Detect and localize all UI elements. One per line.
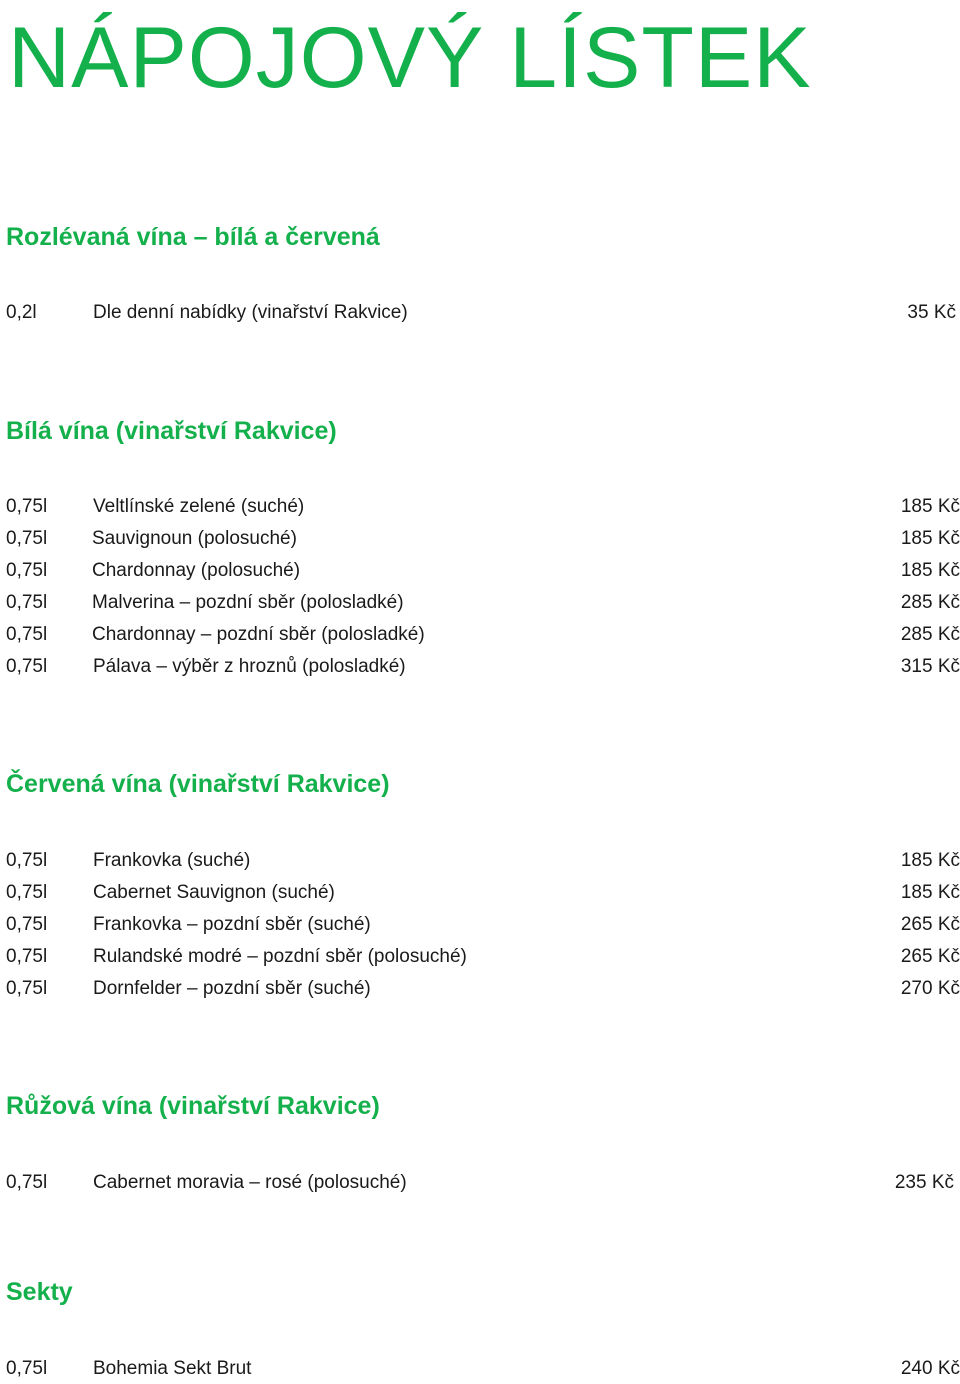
- item-volume: 0,75l: [6, 592, 48, 613]
- section-heading-sparkling-wines: Sekty: [6, 1278, 73, 1306]
- section-heading-red-wines: Červená vína (vinařství Rakvice): [6, 770, 390, 798]
- section-heading-rose-wines: Růžová vína (vinařství Rakvice): [6, 1092, 380, 1120]
- item-price: 35 Kč: [907, 302, 956, 323]
- menu-item: [0, 524, 960, 554]
- item-volume: 0,75l: [6, 496, 48, 517]
- menu-item: [0, 846, 960, 876]
- menu-item: [0, 298, 960, 328]
- item-name: Bohemia Sekt Brut: [93, 1358, 252, 1379]
- menu-item: [0, 588, 960, 618]
- item-name: Sauvignoun (polosuché): [92, 528, 297, 549]
- item-name: Frankovka (suché): [93, 850, 251, 871]
- item-name: Cabernet Sauvignon (suché): [93, 882, 335, 903]
- item-name: Malverina – pozdní sběr (polosladké): [92, 592, 404, 613]
- item-price: 185 Kč: [900, 882, 960, 903]
- item-name: Dornfelder – pozdní sběr (suché): [93, 978, 371, 999]
- menu-item: [0, 652, 960, 682]
- menu-item: [0, 492, 960, 522]
- section-heading-draught-wines: Rozlévaná vína – bílá a červená: [6, 223, 380, 251]
- item-name: Veltlínské zelené (suché): [93, 496, 305, 517]
- item-volume: 0,75l: [6, 1172, 48, 1193]
- item-name: Pálava – výběr z hroznů (polosladké): [93, 656, 406, 677]
- item-price: 185 Kč: [900, 528, 960, 549]
- item-price: 185 Kč: [900, 850, 960, 871]
- item-price: 185 Kč: [900, 496, 960, 517]
- item-price: 270 Kč: [900, 978, 960, 999]
- item-name: Chardonnay – pozdní sběr (polosladké): [92, 624, 425, 645]
- item-volume: 0,2l: [6, 302, 37, 323]
- menu-item: [0, 556, 960, 586]
- item-name: Dle denní nabídky (vinařství Rakvice): [93, 302, 408, 323]
- item-volume: 0,75l: [6, 528, 48, 549]
- menu-item: [0, 974, 960, 1004]
- item-name: Rulandské modré – pozdní sběr (polosuché): [93, 946, 467, 967]
- item-price: 265 Kč: [900, 946, 960, 967]
- item-volume: 0,75l: [6, 882, 48, 903]
- item-volume: 0,75l: [6, 850, 48, 871]
- page-title: NÁPOJOVÝ LÍSTEK: [8, 10, 812, 106]
- item-price: 235 Kč: [894, 1172, 954, 1193]
- item-volume: 0,75l: [6, 978, 48, 999]
- item-name: Frankovka – pozdní sběr (suché): [93, 914, 371, 935]
- item-price: 285 Kč: [900, 592, 960, 613]
- item-volume: 0,75l: [6, 914, 48, 935]
- item-volume: 0,75l: [6, 560, 48, 581]
- section-heading-white-wines: Bílá vína (vinařství Rakvice): [6, 417, 337, 445]
- item-name: Cabernet moravia – rosé (polosuché): [93, 1172, 407, 1193]
- menu-item: [0, 1168, 960, 1198]
- menu-item: [0, 878, 960, 908]
- item-volume: 0,75l: [6, 1358, 48, 1379]
- item-price: 285 Kč: [900, 624, 960, 645]
- item-name: Chardonnay (polosuché): [92, 560, 301, 581]
- item-volume: 0,75l: [6, 624, 48, 645]
- menu-item: [0, 910, 960, 940]
- item-price: 240 Kč: [900, 1358, 960, 1379]
- menu-item: [0, 620, 960, 650]
- item-volume: 0,75l: [6, 946, 48, 967]
- item-price: 185 Kč: [900, 560, 960, 581]
- item-price: 265 Kč: [900, 914, 960, 935]
- menu-item: [0, 942, 960, 972]
- item-price: 315 Kč: [900, 656, 960, 677]
- item-volume: 0,75l: [6, 656, 48, 677]
